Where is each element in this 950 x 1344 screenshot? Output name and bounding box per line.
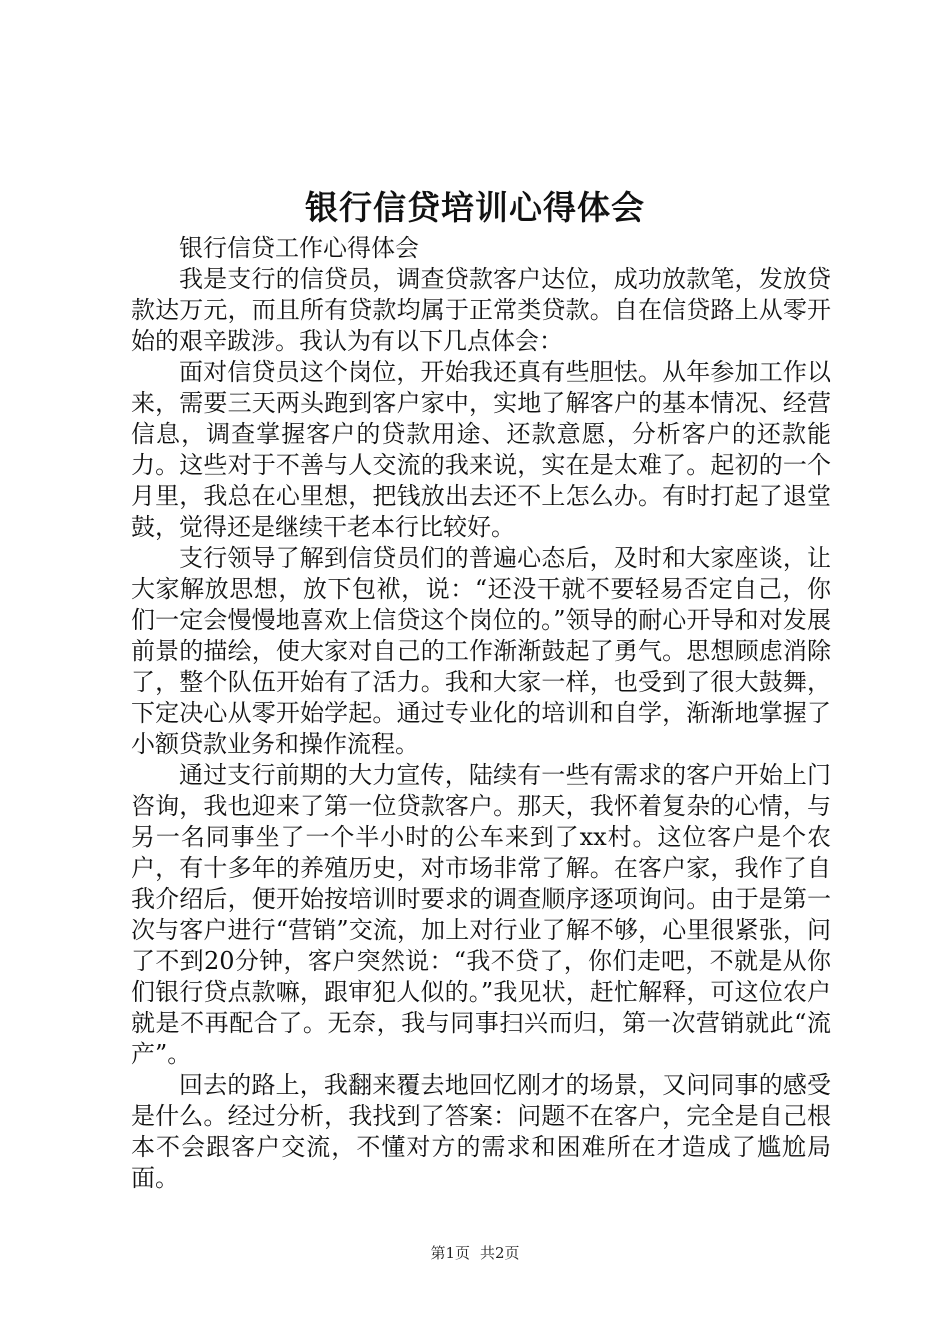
document-title: 银行信贷培训心得体会: [305, 188, 645, 227]
page-total: 共2页: [480, 1244, 520, 1262]
body-paragraph: 通过支行前期的大力宣传，陆续有一些有需求的客户开始上门咨询，我也迎来了第一位贷款客户。那天，我怀着复杂的心情，与另一名同事坐了一个半小时的公车来到了xx村。这位客户是个农户，有十多年的养殖历史，对市场非常了解。在客户家，我作了自我介绍后，便开始按培训时要求的调查顺序逐项询问。由于是第一次与客户进行“营销”交流，加上对行业了解不够，心里很紧张，问了不到20分钟，客户突然说：“我不贷了，你们走吧，不就是从你们银行贷点款嘛，跟审犯人似的。”我见状，赶忙解释，可这位农户就是不再配合了。无奈，我与同事扫兴而归，第一次营销就此“流产”。: [131, 761, 831, 1068]
body-paragraph: 回去的路上，我翻来覆去地回忆刚才的场景，又问同事的感受是什么。经过分析，我找到了答案：问题不在客户，完全是自己根本不会跟客户交流，不懂对方的需求和困难所在才造成了尴尬局面。: [131, 1071, 831, 1192]
body-paragraph: 我是支行的信贷员，调查贷款客户达位，成功放款笔，发放贷款达万元，而且所有贷款均属于正常类贷款。自在信贷路上从零开始的艰辛跋涉。我认为有以下几点体会：: [131, 265, 831, 355]
body-paragraph: 支行领导了解到信贷员们的普遍心态后，及时和大家座谈，让大家解放思想，放下包袱，说：“还没干就不要轻易否定自己，你们一定会慢慢地喜欢上信贷这个岗位的。”领导的耐心开导和对发展前景的描绘，使大家对自己的工作渐渐鼓起了勇气。思想顾虑消除了，整个队伍开始有了活力。我和大家一样，也受到了很大鼓舞，下定决心从零开始学起。通过专业化的培训和自学，渐渐地掌握了小额贷款业务和操作流程。: [131, 544, 831, 758]
document-body: [131, 233, 831, 1194]
page-footer: [0, 1241, 950, 1265]
body-paragraph: 面对信贷员这个岗位，开始我还真有些胆怯。从年参加工作以来，需要三天两头跑到客户家中，实地了解客户的基本情况、经营信息，调查掌握客户的贷款用途、还款意愿，分析客户的还款能力。这些对于不善与人交流的我来说，实在是太难了。起初的一个月里，我总在心里想，把钱放出去还不上怎么办。有时打起了退堂鼓，觉得还是继续干老本行比较好。: [131, 358, 831, 541]
subtitle-paragraph: 银行信贷工作心得体会: [179, 234, 419, 262]
page-number: 第1页: [430, 1244, 470, 1262]
